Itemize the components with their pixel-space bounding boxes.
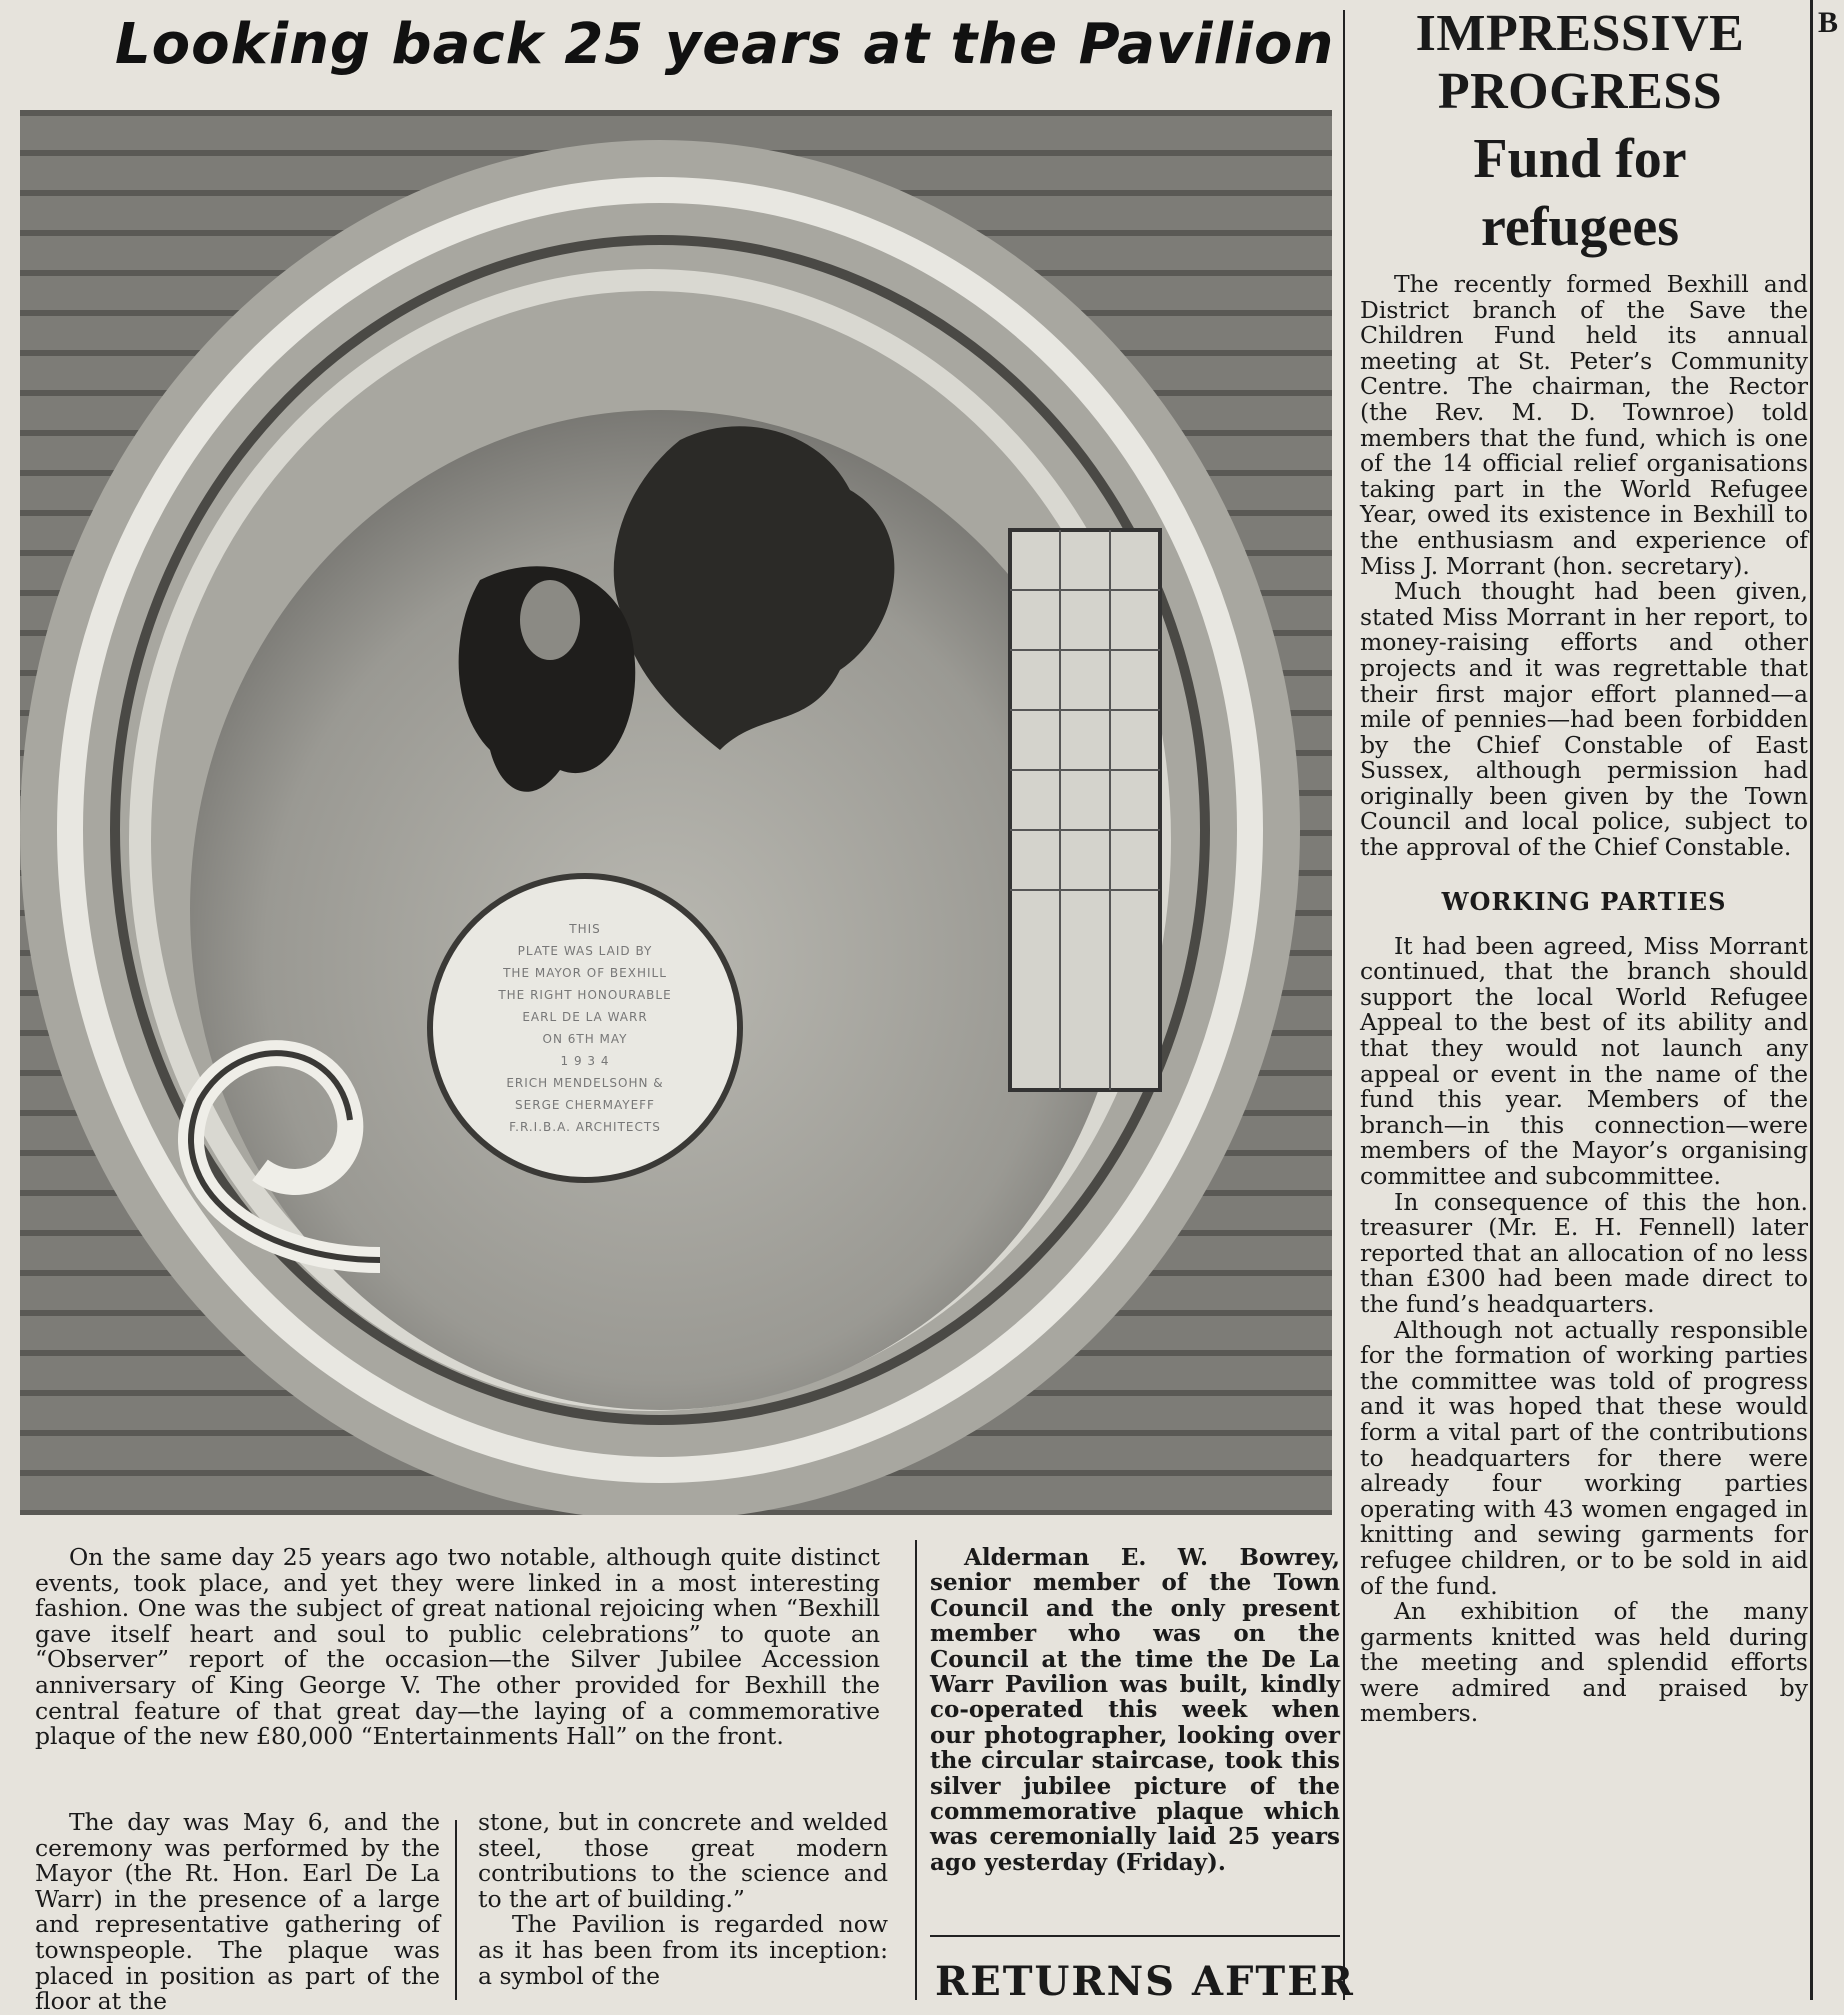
column-rule-right — [1343, 10, 1345, 2000]
staircase-photo-drawing — [20, 110, 1332, 1515]
side-paragraph-6: An exhibition of the many garments knitted was held during the meeting and splendid efforts were admired and praised by members. — [1360, 1597, 1808, 1728]
plaque-line-2: PLATE WAS LAID BY — [517, 944, 653, 958]
plaque-line-3: THE MAYOR OF BEXHILL — [503, 966, 667, 980]
side-story-body — [1360, 272, 1808, 1727]
plaque-line-8: ERICH MENDELSOHN & — [506, 1076, 664, 1090]
plaque-line-4: THE RIGHT HONOURABLE — [498, 988, 672, 1002]
column-a-paragraph: The day was May 6, and the ceremony was performed by the Mayor (the Rt. Hon. Earl De La Warr) in the presence of a large and representative gathering of townspeople. The plaque was placed in position as part of the floor at the — [35, 1808, 440, 2015]
photo-caption — [930, 1545, 1340, 1875]
side-headline-line-2: PROGRESS — [1437, 63, 1723, 120]
plaque-line-9: SERGE CHERMAYEFF — [515, 1098, 655, 1112]
column-rule-inner — [455, 1820, 457, 2000]
side-headline-line-1: IMPRESSIVE — [1415, 5, 1745, 62]
column-b-paragraph-1: stone, but in concrete and welded steel, those great modern contributions to the science and to the art of building.” — [478, 1808, 888, 1913]
plaque-line-1: THIS — [569, 922, 601, 936]
side-paragraph-5: Although not actually responsible for the formation of working parties the committee was told of progress and it was hoped that these would form a vital part of the contributions to headquarters for there were already four working parties operating with 43 women engaged in knitting and sewing garments for refugee children, or to be sold in aid of the fund. — [1360, 1315, 1808, 1600]
plaque-line-6: ON 6TH MAY — [542, 1032, 628, 1046]
main-story-intro — [35, 1545, 880, 1750]
plaque-line-10: F.R.I.B.A. ARCHITECTS — [509, 1120, 661, 1134]
main-headline: Looking back 25 years at the Pavilion — [115, 12, 1335, 77]
side-paragraph-3: It had been agreed, Miss Morrant continued, that the branch should support the local World Refugee Appeal to the best of its ability and that they would not launch any appeal or event in the name of the fund this year. Members of the branch—in this connection—were members of the Mayor’s organising committee and subcommittee. — [1360, 931, 1808, 1190]
side-subheading: WORKING PARTIES — [1441, 886, 1727, 916]
side-paragraph-1: The recently formed Bexhill and District branch of the Save the Children Fund held its annual meeting at St. Peter’s Community Centre. The chairman, the Rector (the Rev. M. D. Townroe) told members that the fund, which is one of the 14 official relief organisations taking part in the World Refugee Year, owed its existence in Bexhill to the enthusiasm and experience of Miss J. Morrant (hon. secretary). — [1360, 270, 1808, 580]
pavilion-staircase-photo — [20, 110, 1332, 1515]
column-b-paragraph-2: The Pavilion is regarded now as it has been from its inception: a symbol of the — [478, 1910, 888, 1990]
main-story-column-a — [35, 1810, 440, 2015]
side-story-header — [1355, 5, 1805, 261]
next-story-headline: RETURNS AFTER — [935, 1958, 1355, 2005]
caption-text: Alderman E. W. Bowrey, senior member of the Town Council and the only present member who was on the Council at the time the De La Warr Pavilion was built, kindly co-operated this week when our photographer, looking over the circular staircase, took this silver jubilee picture of the commemorative plaque which was ceremonially laid 25 years ago yesterday (Friday). — [930, 1544, 1340, 1876]
plaque-line-5: EARL DE LA WARR — [522, 1010, 648, 1024]
main-story-column-b — [478, 1810, 888, 1989]
adjacent-page-letter: B — [1818, 6, 1839, 39]
side-subhead-line-2: refugees — [1481, 196, 1679, 258]
plaque-line-7: 1 9 3 4 — [560, 1054, 610, 1068]
caption-bottom-rule — [930, 1935, 1340, 1937]
side-subhead-line-1: Fund for — [1473, 128, 1687, 190]
side-paragraph-2: Much thought had been given, stated Miss Morrant in her report, to money-raising efforts and other projects and it was regrettable that their first major effort planned—a mile of pennies—had been forbidden by the Chief Constable of East Sussex, although permission had originally been given by the Town Council and local police, subject to the approval of the Chief Constable. — [1360, 577, 1808, 862]
side-paragraph-4: In consequence of this the hon. treasurer (Mr. E. H. Fennell) later reported that an allocation of no less than £300 had been made direct to the fund’s headquarters. — [1360, 1187, 1808, 1318]
column-rule-edge — [1810, 0, 1813, 2000]
intro-paragraph: On the same day 25 years ago two notable, although quite distinct events, took place, and yet they were linked in a most interesting fashion. One was the subject of great national rejoicing when “Bexhill gave itself heart and soul to public celebrations” to quote an “Observer” report of the occasion—the Silver Jubilee Accession anniversary of King George V. The other provided for Bexhill the central feature of that great day—the laying of a commemorative plaque of the new £80,000 “Entertainments Hall” on the front. — [35, 1543, 880, 1751]
column-rule-caption — [915, 1540, 917, 2000]
